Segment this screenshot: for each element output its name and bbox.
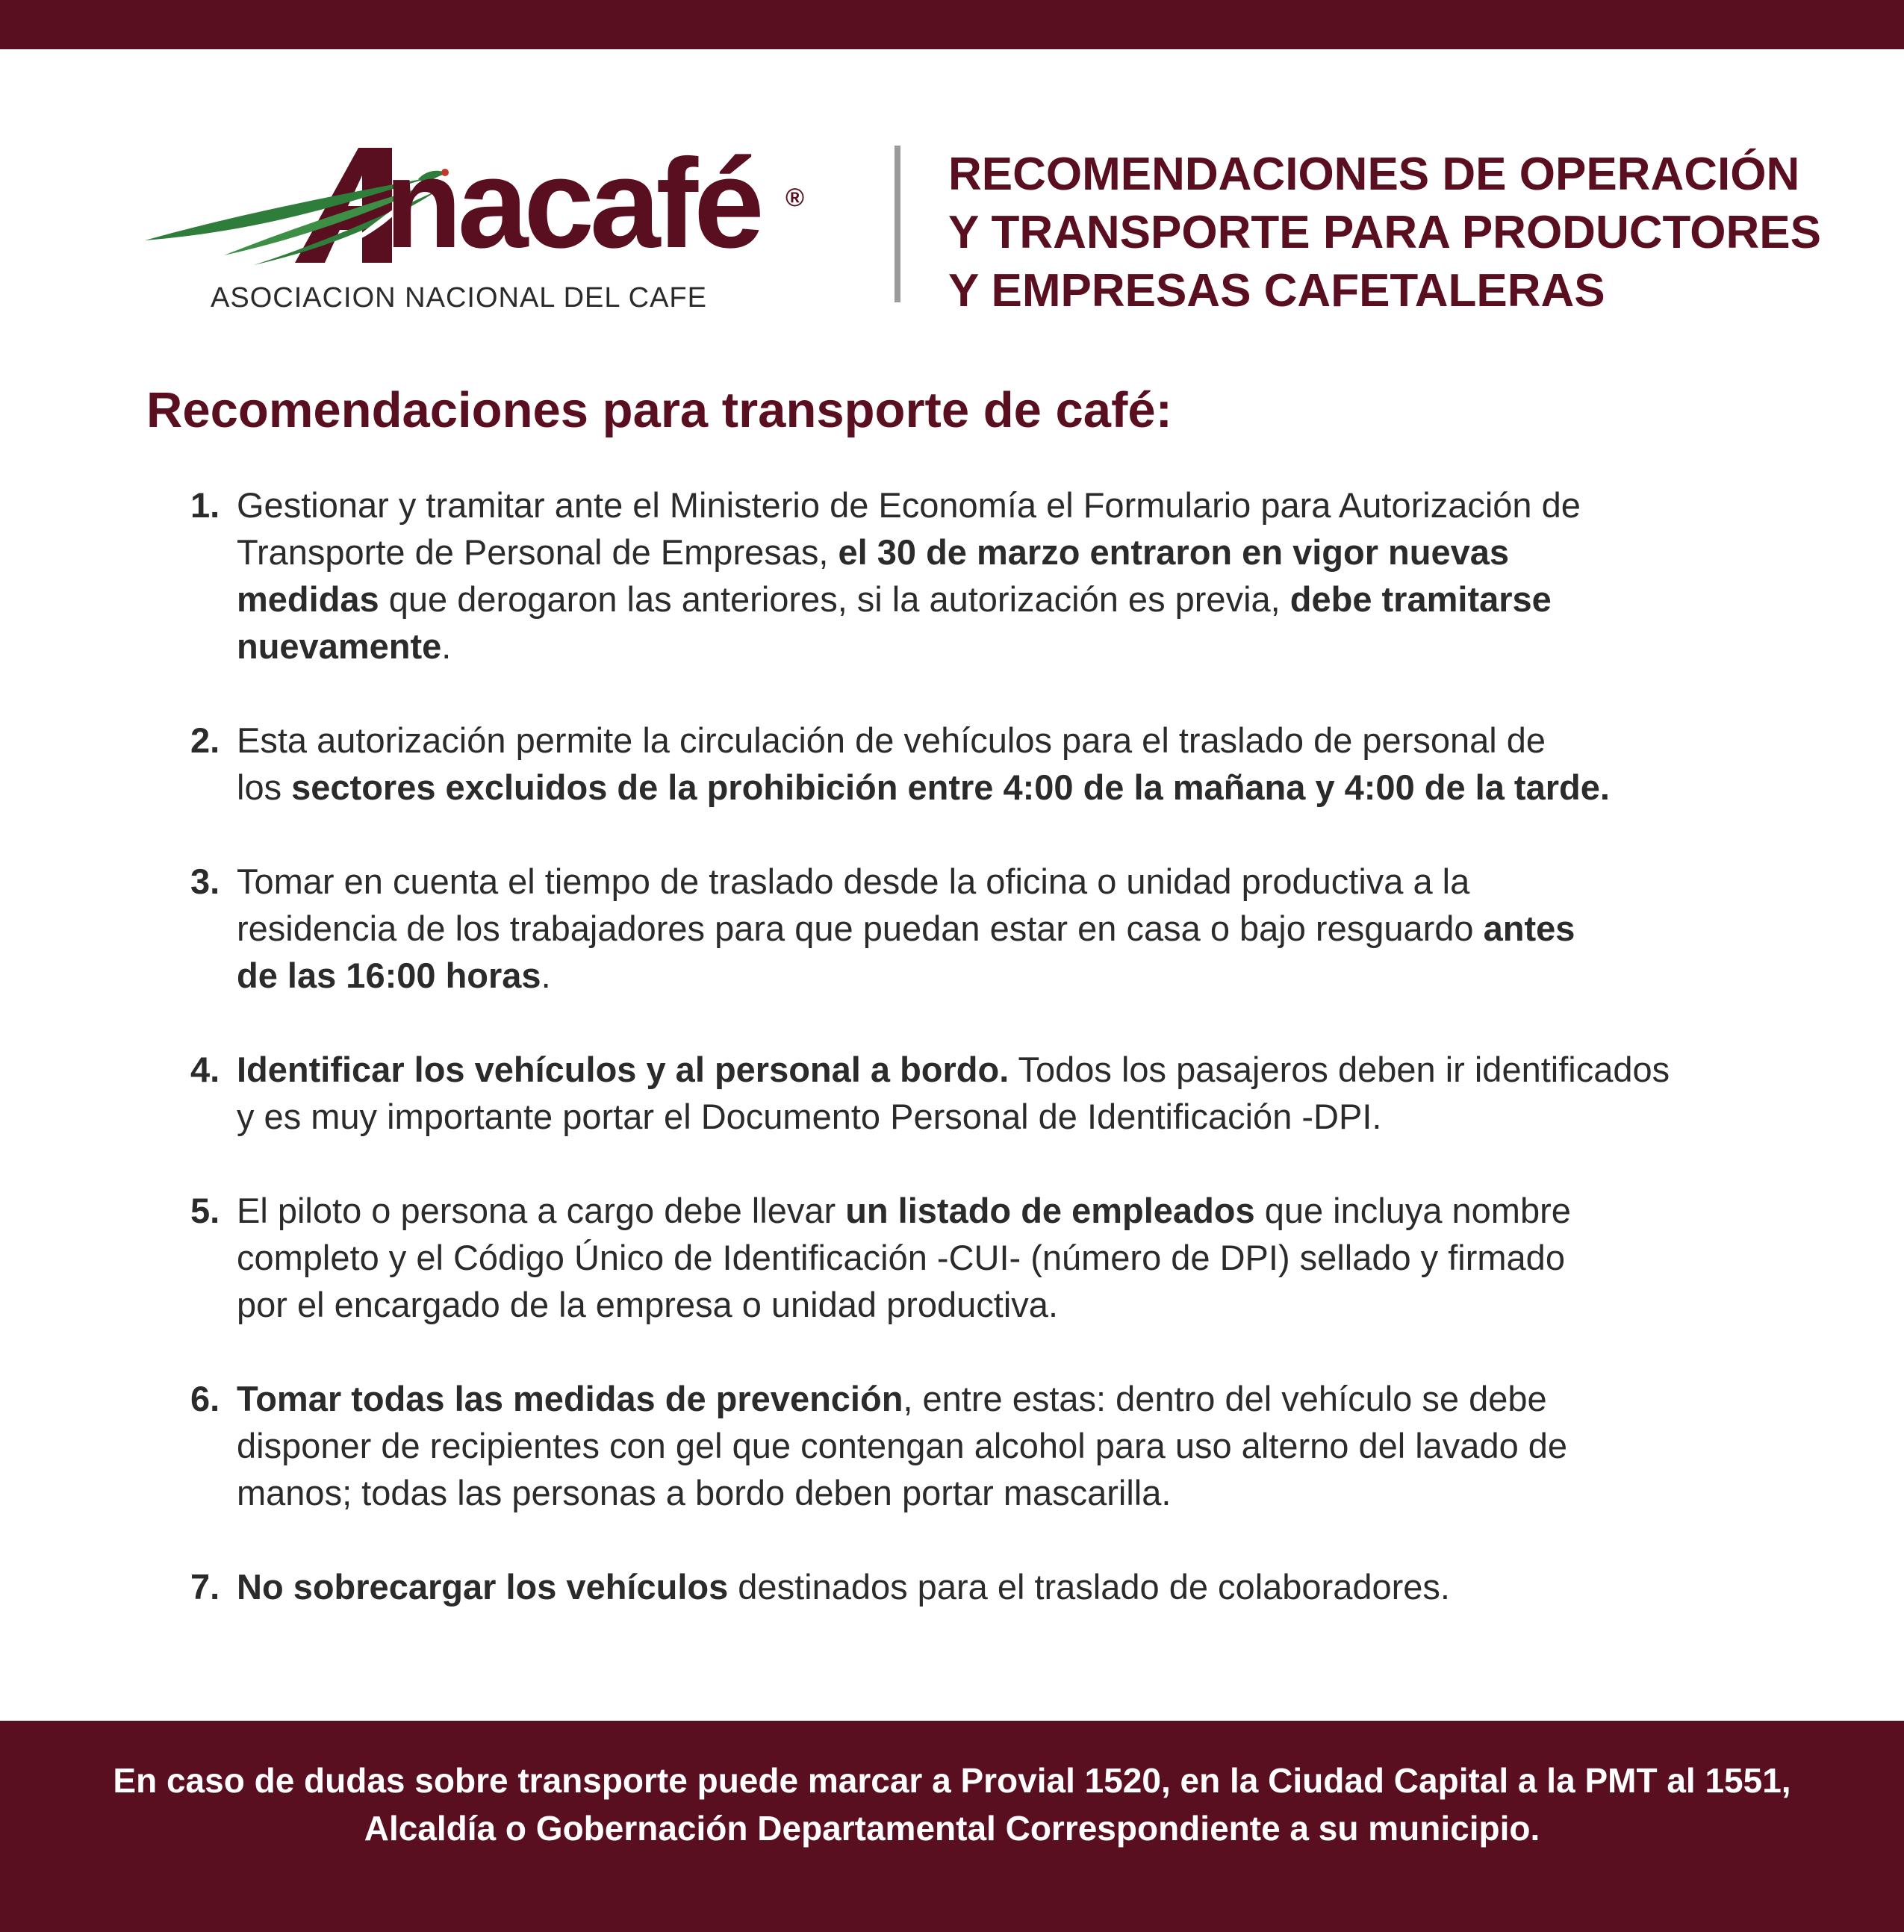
body-text: . <box>441 626 452 666</box>
body-text: residencia de los trabajadores para que puedan estar en casa o bajo resguardo <box>237 909 1484 948</box>
emphasis-text: el 30 de marzo entraron en vigor nuevas <box>838 532 1510 572</box>
item-text-line <box>237 764 1788 811</box>
top-banner-bar <box>0 0 1904 49</box>
body-text: Todos los pasajeros deben ir identificados <box>1009 1050 1670 1089</box>
item-text-line <box>237 905 1788 952</box>
body-text: destinados para el traslado de colaboradores. <box>728 1567 1450 1607</box>
item-text-line <box>237 952 1788 999</box>
item-text-line <box>237 1375 1788 1422</box>
recommendation-item <box>190 717 1788 811</box>
body-text: Esta autorización permite la circulación de vehículos para el traslado de personal de <box>237 720 1546 760</box>
recommendation-item <box>190 1375 1788 1516</box>
item-number: 4. <box>190 1050 220 1089</box>
body-text: manos; todas las personas a bordo deben portar mascarilla. <box>237 1473 1172 1512</box>
emphasis-text: antes <box>1483 909 1575 948</box>
body-text: por el encargado de la empresa o unidad productiva. <box>237 1285 1059 1324</box>
footer-line: Alcaldía o Gobernación Departamental Correspondiente a su municipio. <box>364 1809 1540 1848</box>
title-line: Y EMPRESAS CAFETALERAS <box>948 265 1605 317</box>
title-line: RECOMENDACIONES DE OPERACIÓN <box>948 149 1800 200</box>
header <box>0 119 1904 317</box>
emphasis-text: Tomar todas las medidas de prevención <box>237 1379 903 1418</box>
item-text-line <box>237 1563 1788 1610</box>
emphasis-text: No sobrecargar los vehículos <box>237 1567 729 1607</box>
item-text-line <box>237 1046 1788 1093</box>
body-text: Gestionar y tramitar ante el Ministerio de Economía el Formulario para Autorización de <box>237 485 1581 525</box>
body-text: los <box>237 767 292 807</box>
body-text: disponer de recipientes con gel que contengan alcohol para uso alterno del lavado de <box>237 1426 1568 1465</box>
document-title <box>948 146 1829 320</box>
item-text-line <box>237 623 1788 670</box>
item-text-line <box>237 576 1788 623</box>
item-text-line <box>237 1469 1788 1516</box>
footer-contact-text <box>0 1757 1904 1852</box>
body-text: . <box>541 956 551 995</box>
item-text-line <box>237 1281 1788 1328</box>
logo-subtitle: ASOCIACION NACIONAL DEL CAFE <box>211 282 707 314</box>
emphasis-text: medidas <box>237 579 379 619</box>
emphasis-text: un listado de empleados <box>845 1191 1255 1230</box>
emphasis-text: nuevamente <box>237 626 442 666</box>
emphasis-text: sectores excluidos de la prohibición entre 4:00 de la mañana y 4:00 de la tarde. <box>291 767 1610 807</box>
item-number: 7. <box>190 1567 220 1607</box>
item-number: 3. <box>190 861 220 901</box>
body-text: Tomar en cuenta el tiempo de traslado desde la oficina o unidad productiva a la <box>237 861 1470 901</box>
section-heading: Recomendaciones para transporte de café: <box>146 382 1172 438</box>
header-divider <box>895 146 900 302</box>
item-number: 1. <box>190 485 220 525</box>
emphasis-text: debe tramitarse <box>1289 579 1552 619</box>
item-text-line <box>237 717 1788 764</box>
item-number: 2. <box>190 720 220 760</box>
body-text: completo y el Código Único de Identificación -CUI- (número de DPI) sellado y firmado <box>237 1238 1565 1277</box>
item-text-line <box>237 482 1788 529</box>
emphasis-text: de las 16:00 horas <box>237 956 541 995</box>
recommendation-item <box>190 1563 1788 1610</box>
anacafe-logo <box>142 133 805 314</box>
emphasis-text: Identificar los vehículos y al personal a bordo. <box>237 1050 1009 1089</box>
body-text: Transporte de Personal de Empresas, <box>237 532 839 572</box>
body-text: y es muy importante portar el Documento Personal de Identificación -DPI. <box>237 1097 1382 1136</box>
logo-wordmark: nacafé <box>385 133 760 275</box>
item-text-line <box>237 1422 1788 1469</box>
body-text: El piloto o persona a cargo debe llevar <box>237 1191 846 1230</box>
footer-line: En caso de dudas sobre transporte puede marcar a Provial 1520, en la Ciudad Capital a la PMT al 1551, <box>113 1761 1791 1800</box>
recommendations-list <box>190 482 1788 1657</box>
item-text-line <box>237 1234 1788 1281</box>
recommendation-item <box>190 858 1788 999</box>
recommendation-item <box>190 1046 1788 1140</box>
registered-mark: ® <box>785 184 805 212</box>
recommendation-item <box>190 482 1788 670</box>
body-text: que incluya nombre <box>1254 1191 1571 1230</box>
recommendation-item <box>190 1187 1788 1328</box>
body-text: que derogaron las anteriores, si la autorización es previa, <box>379 579 1290 619</box>
item-number: 6. <box>190 1379 220 1418</box>
footer-banner <box>0 1721 1904 1932</box>
item-text-line <box>237 529 1788 576</box>
item-text-line <box>237 858 1788 905</box>
body-text: , entre estas: dentro del vehículo se debe <box>903 1379 1547 1418</box>
item-text-line <box>237 1187 1788 1234</box>
item-number: 5. <box>190 1191 220 1230</box>
title-line: Y TRANSPORTE PARA PRODUCTORES <box>948 207 1821 258</box>
item-text-line <box>237 1093 1788 1140</box>
